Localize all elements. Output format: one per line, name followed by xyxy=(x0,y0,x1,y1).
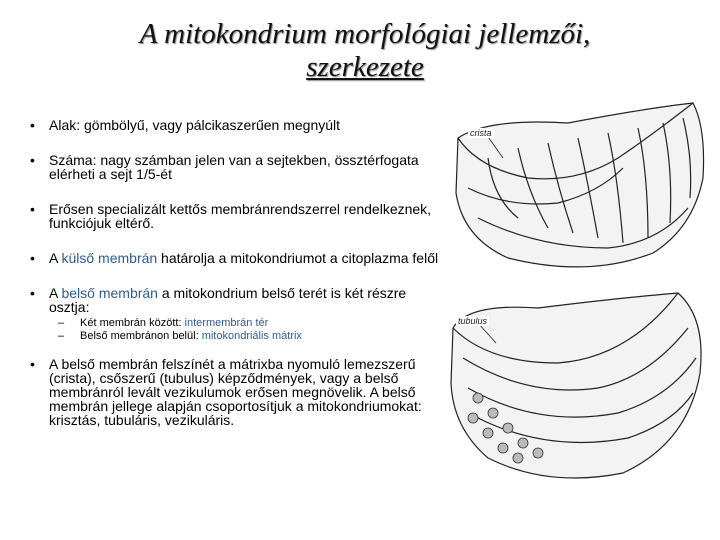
sub-bullet-dash: – xyxy=(58,317,65,329)
bullet-dot: • xyxy=(30,152,35,168)
bullet-text-post: a mitokondrium belső terét is két részre osztja: xyxy=(49,285,407,315)
bullet-dot: • xyxy=(30,356,35,372)
matrix-term: mitokondriális mátrix xyxy=(201,330,302,342)
page-title xyxy=(40,18,690,84)
bullet-text-pre: A xyxy=(49,285,62,301)
sub-bullet-item xyxy=(30,330,445,343)
bullet-dot: • xyxy=(30,250,35,266)
bullet-item xyxy=(30,202,445,230)
mitochondria-illustration xyxy=(448,98,710,488)
crista-label: crista xyxy=(470,128,492,138)
bullet-dot: • xyxy=(30,117,35,133)
bullet-list xyxy=(30,118,445,448)
bullet-item xyxy=(30,251,445,265)
bullet-text: A belső membrán felszínét a mátrixba nyomuló lemezszerű (crista), csőszerű (tubulus) képződmények, vagy a belső membránról levált vezikulumok erősen megnövelik. A belső membrán jellege alapján csoportosítjuk a mitokondriumokat: krisztás, tubuláris, vezikuláris. xyxy=(49,356,422,428)
bullet-item xyxy=(30,118,445,132)
bullet-text-post: határolja a mitokondriumot a citoplazma felől xyxy=(157,250,439,266)
tubulus-label: tubulus xyxy=(458,316,488,326)
title-line-2: szerkezete xyxy=(306,51,424,83)
bullet-text-pre: A xyxy=(49,250,62,266)
bullet-text: Alak: gömbölyű, vagy pálcikaszerűen megnyúlt xyxy=(49,117,341,133)
bullet-dot: • xyxy=(30,201,35,217)
sub-bullet-text: Belső membránon belül: xyxy=(80,330,202,342)
title-line-1: A mitokondrium morfológiai jellemzői, xyxy=(139,18,591,50)
outer-membrane-term: külső membrán xyxy=(61,250,158,266)
sub-bullet-dash: – xyxy=(58,330,65,342)
sub-bullet-text: Két membrán között: xyxy=(80,317,185,329)
inner-membrane-term: belső membrán xyxy=(61,285,158,301)
bullet-text: Erősen specializált kettős membránrendszerrel rendelkeznek, funkciójuk eltérő. xyxy=(49,201,432,231)
sub-bullet-item xyxy=(30,317,445,330)
mitochondria-drawing xyxy=(448,98,710,488)
bullet-text: Száma: nagy számban jelen van a sejtekben, össztérfogata elérheti a sejt 1/5-ét xyxy=(49,152,419,182)
bullet-item xyxy=(30,153,445,181)
bullet-item xyxy=(30,357,445,427)
bullet-dot: • xyxy=(30,285,35,301)
bullet-item xyxy=(30,286,445,314)
sub-bullet-list xyxy=(30,317,445,343)
intermembrane-space-term: intermembrán tér xyxy=(184,317,269,329)
